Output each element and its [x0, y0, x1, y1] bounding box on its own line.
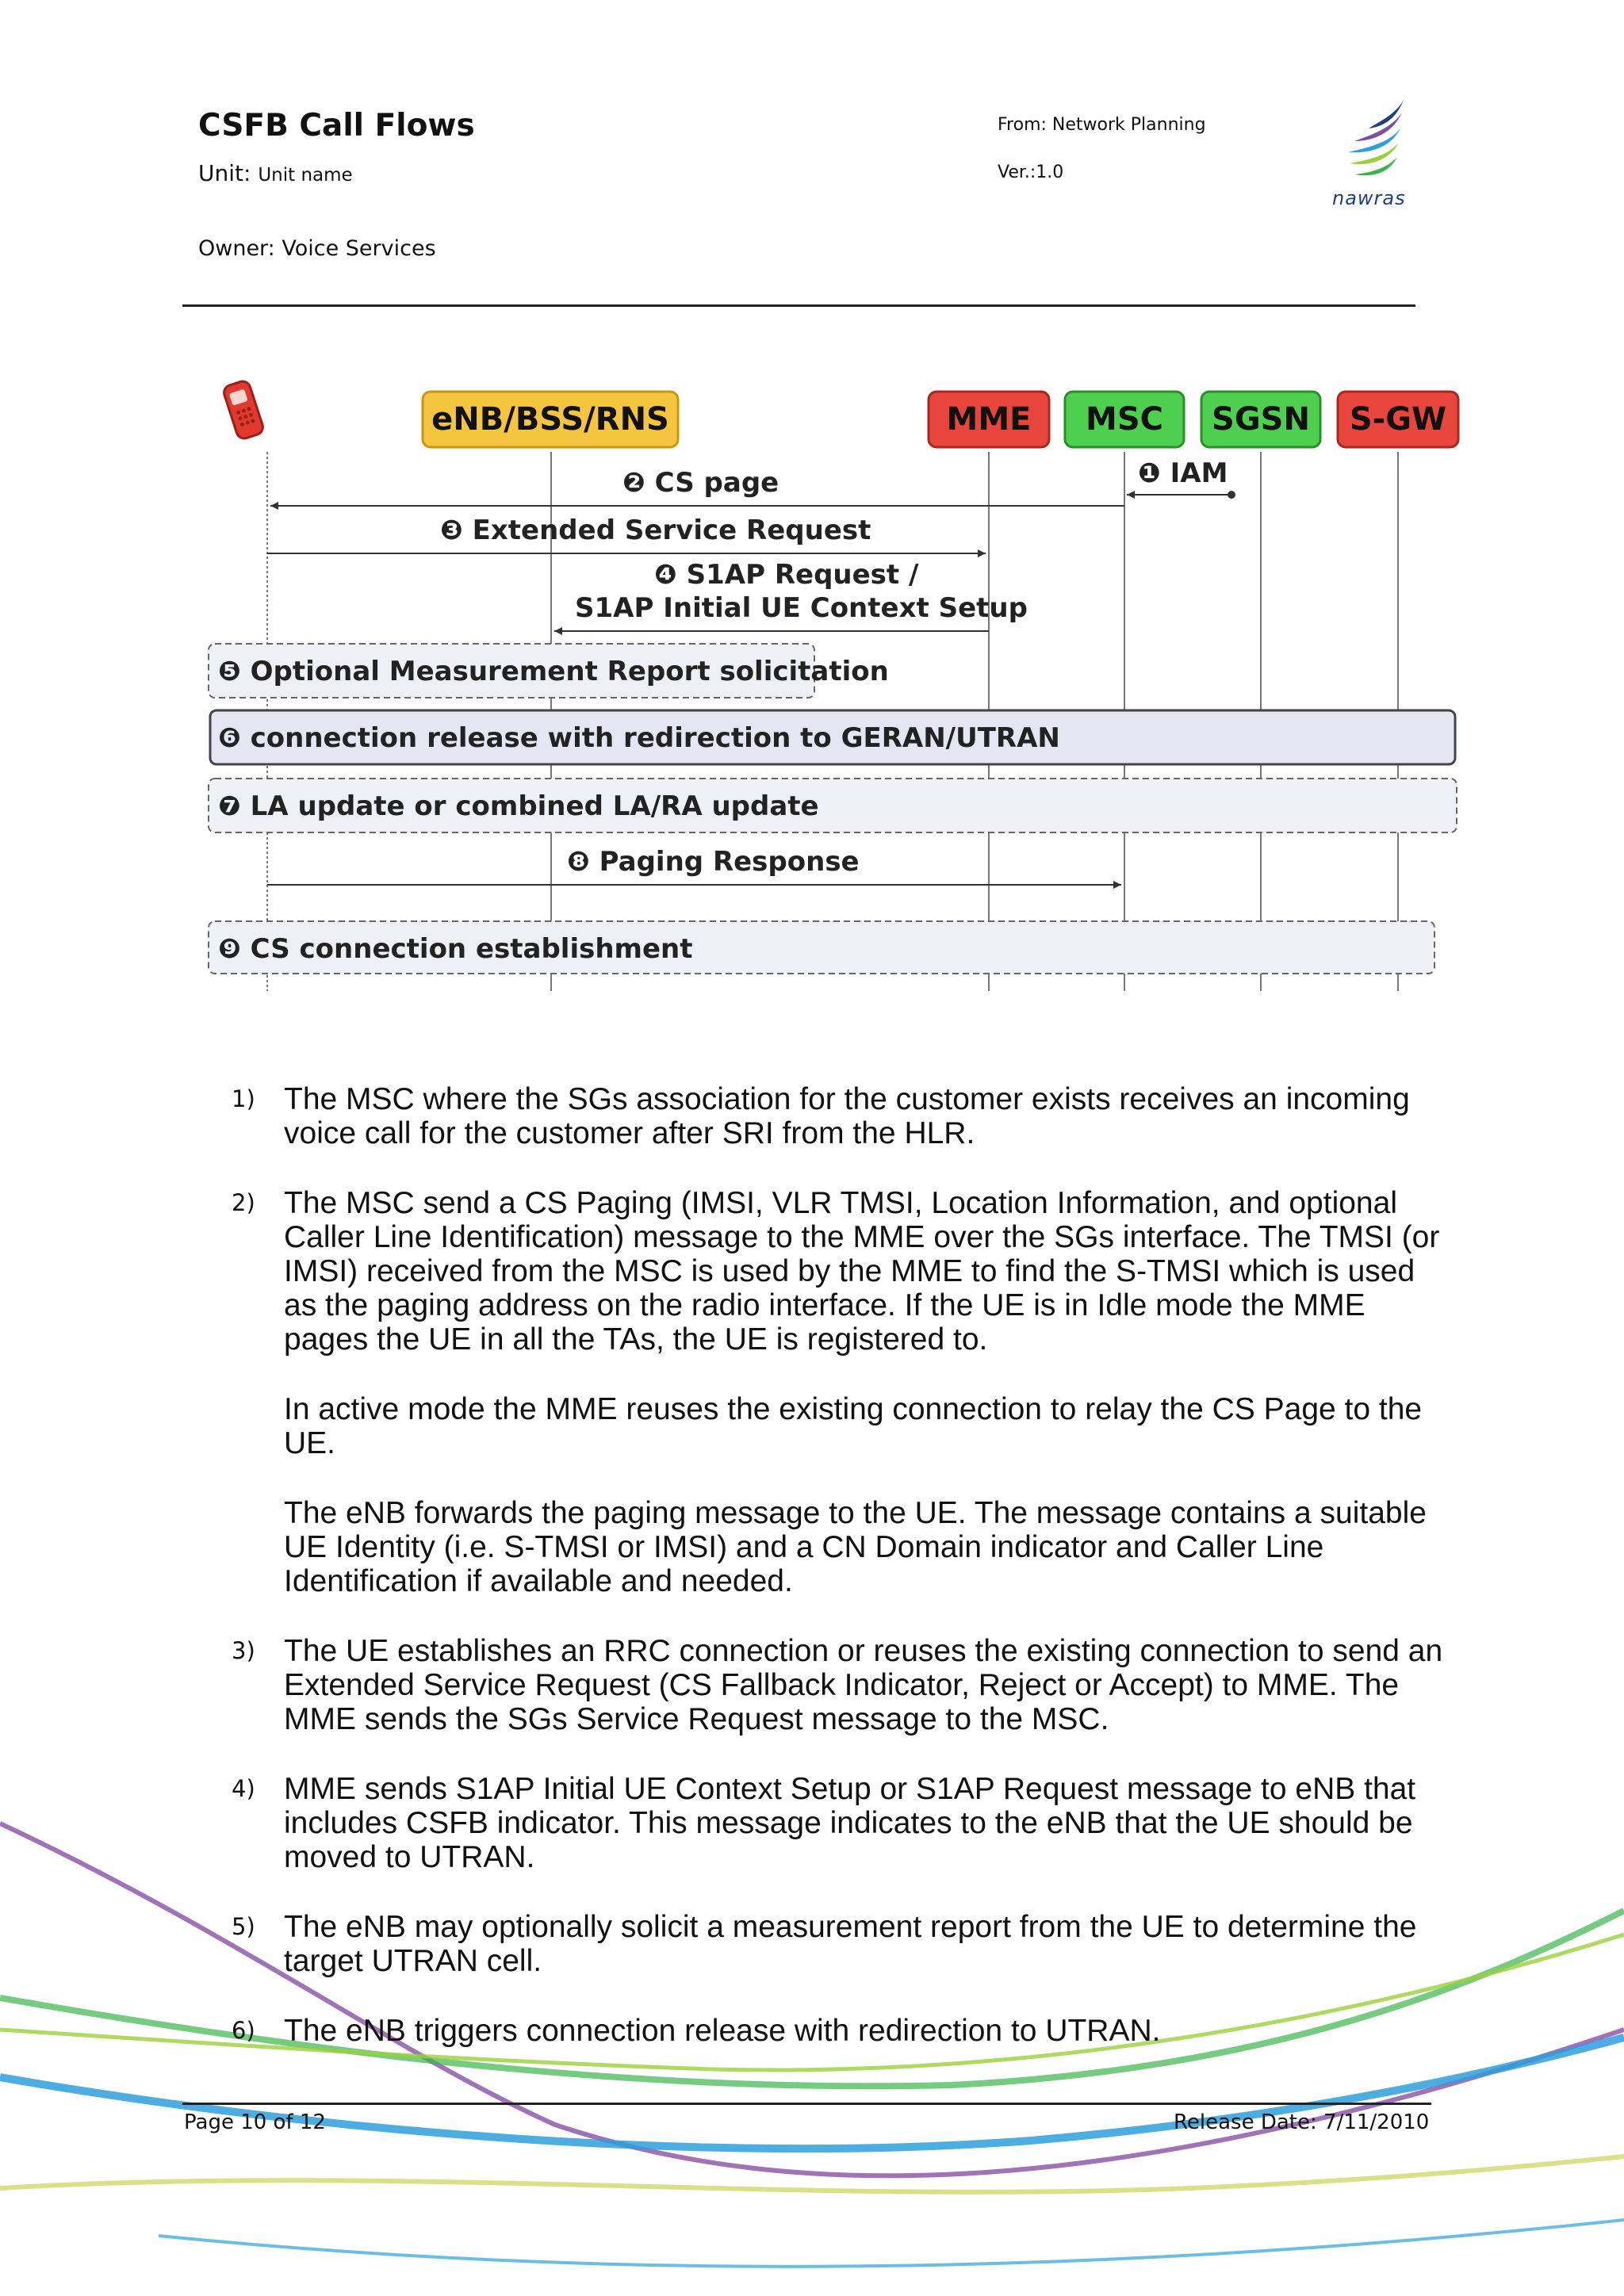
step-s1ap-label-1: ❹ S1AP Request /: [654, 559, 919, 591]
list-item-number: 2): [232, 1189, 255, 1216]
step-release-label: ❻ connection release with redirection to GERAN/UTRAN: [218, 722, 1060, 754]
unit-label: Unit:: [198, 160, 251, 186]
owner-line: Owner: Voice Services: [198, 236, 436, 261]
node-enb-label: eNB/BSS/RNS: [431, 401, 669, 438]
node-sgsn: [1201, 392, 1320, 447]
list-item-number: 4): [232, 1775, 255, 1802]
footer-rule: [182, 2103, 1431, 2105]
header-rule: [182, 304, 1415, 307]
unit-value: Unit name: [258, 165, 353, 186]
node-msc-label: MSC: [1086, 401, 1163, 438]
list-item: [232, 1082, 1453, 1150]
page-number: Page 10 of 12: [184, 2110, 326, 2134]
list-item-text: The eNB triggers connection release with redirection to UTRAN.: [284, 2014, 1161, 2048]
step-ext-service-label: ❸ Extended Service Request: [440, 515, 871, 546]
iam-origin-dot: [1228, 491, 1235, 499]
document-title: CSFB Call Flows: [198, 108, 475, 144]
list-item-text: The MSC where the SGs association for the customer exists receives an incoming voice call for the customer after SRI from the HLR.: [284, 1082, 1410, 1150]
node-mme-label: MME: [946, 401, 1032, 438]
handset-icon: [222, 379, 265, 440]
release-date: Release Date: 7/11/2010: [1174, 2110, 1430, 2134]
node-mme: [929, 392, 1049, 447]
steps-list: [232, 1082, 1453, 2084]
step-cs-conn-label: ❾ CS connection establishment: [218, 933, 693, 965]
list-item-text: MME sends S1AP Initial UE Context Setup or S1AP Request message to eNB that includes CSFB indicator. This message indicates to the eNB that the UE should be moved to UTRAN.: [284, 1772, 1416, 1874]
list-item-number: 1): [232, 1085, 255, 1112]
step-iam-label: ❶ IAM: [1138, 457, 1228, 489]
step-paging-response-label: ❽ Paging Response: [567, 846, 860, 878]
list-item-text: The eNB may optionally solicit a measurement report from the UE to determine the target UTRAN cell.: [284, 1910, 1417, 1978]
list-item-text: The eNB forwards the paging message to the UE. The message contains a suitable UE Identity (i.e. S-TMSI or IMSI) and a CN Domain indicator and Caller Line Identification if available and needed.: [284, 1496, 1427, 1598]
node-msc: [1065, 392, 1184, 447]
list-item: [232, 1910, 1453, 1978]
node-sgsn-label: SGSN: [1212, 401, 1310, 438]
list-item-number: 6): [232, 2017, 255, 2044]
list-item-number: 3): [232, 1637, 255, 1664]
csfb-call-flow-diagram: [202, 373, 1463, 999]
from-line: From: Network Planning: [998, 115, 1206, 135]
unit-line: [198, 160, 353, 186]
logo-text: nawras: [1332, 187, 1406, 209]
nawras-logo-icon: [1334, 97, 1421, 184]
list-item-number: 5): [232, 1913, 255, 1940]
list-item-text: The MSC send a CS Paging (IMSI, VLR TMSI, Location Information, and optional Caller Line Identification) message to the MME over the SGs interface. The TMSI (or IMSI) received from the MSC is used by the MME to find the S-TMSI which is used as the paging address on the radio interface. If the UE is in Idle mode the MME pages the UE in all the TAs, the UE is registered to.: [284, 1186, 1440, 1357]
list-item: [232, 1186, 1453, 1598]
step-s1ap-label-2: S1AP Initial UE Context Setup: [575, 592, 1028, 624]
list-item: [232, 1772, 1453, 1874]
step-la-update-label: ❼ LA update or combined LA/RA update: [218, 790, 819, 822]
list-item-text: The UE establishes an RRC connection or reuses the existing connection to send an Extended Service Request (CS Fallback Indicator, Reject or Accept) to MME. The MME sends the SGs Service Request message to the MSC.: [284, 1634, 1443, 1736]
list-item: [232, 2014, 1453, 2048]
version-line: Ver.:1.0: [998, 163, 1064, 182]
node-enb: [423, 392, 678, 447]
node-sgw: [1338, 392, 1458, 447]
list-item: [232, 1634, 1453, 1736]
step-cs-page-label: ❷ CS page: [622, 467, 779, 499]
list-item-text: In active mode the MME reuses the existing connection to relay the CS Page to the UE.: [284, 1392, 1423, 1460]
node-sgw-label: S-GW: [1349, 401, 1447, 438]
step-measurement-label: ❺ Optional Measurement Report solicitation: [218, 656, 889, 687]
